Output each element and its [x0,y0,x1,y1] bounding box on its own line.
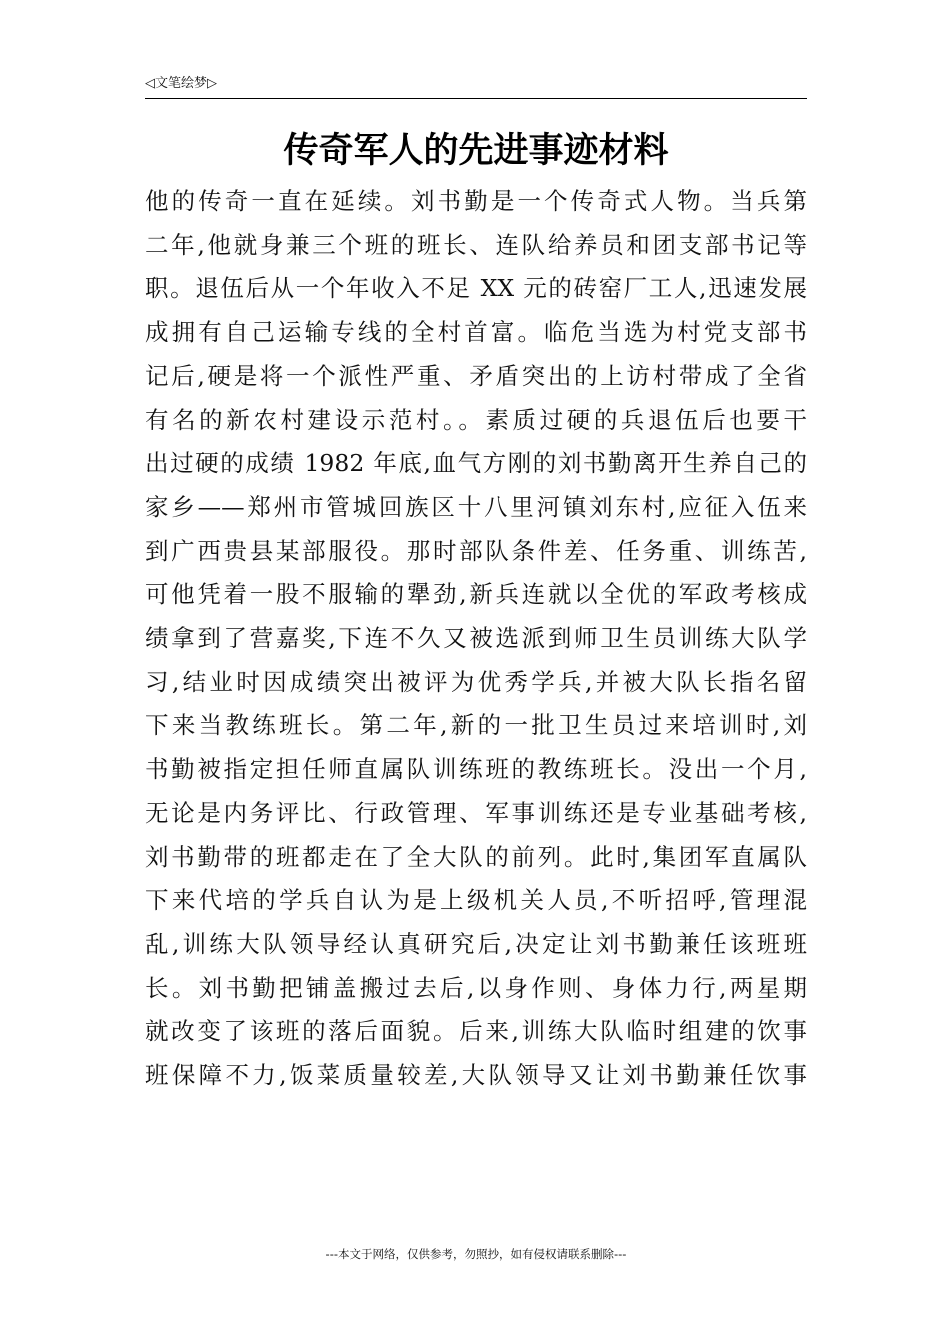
body-line: 他的传奇一直在延续。刘书勤是一个传奇式人物。当兵第 [145,187,807,215]
body-line: 无论是内务评比、行政管理、军事训练还是专业基础考核, [145,798,807,827]
body-line: 下来当教练班长。第二年,新的一批卫生员过来培训时,刘 [145,711,807,740]
header-label: ◁文笔绘梦▷ [145,76,217,91]
body-line: 到广西贵县某部服役。那时部队条件差、任务重、训练苦, [145,536,807,565]
body-line: 家乡——郑州市管城回族区十八里河镇刘东村,应征入伍来 [145,492,807,521]
body-line: 成拥有自己运输专线的全村首富。临危当选为村党支部书 [145,318,807,347]
page-header [145,74,807,99]
body-line: 班保障不力,饭菜质量较差,大队领导又让刘书勤兼任饮事 [145,1061,807,1090]
body-line: 出过硬的成绩 1982 年底,血气方刚的刘书勤离开生养自己的 [145,449,807,478]
document-body [145,180,807,1242]
document-title: 传奇军人的先进事迹材料 [283,131,669,171]
body-line: 刘书勤带的班都走在了全大队的前列。此时,集团军直属队 [145,842,807,871]
body-line: 有名的新农村建设示范村。。素质过硬的兵退伍后也要干 [145,405,807,434]
body-line: 就改变了该班的落后面貌。后来,训练大队临时组建的饮事 [145,1017,807,1046]
body-line: 绩拿到了营嘉奖,下连不久又被选派到师卫生员训练大队学 [145,624,807,653]
body-line: 下来代培的学兵自认为是上级机关人员,不听招呼,管理混 [145,886,807,915]
body-line: 书勤被指定担任师直属队训练班的教练班长。没出一个月, [145,755,807,784]
body-line: 可他凭着一股不服输的犟劲,新兵连就以全优的军政考核成 [145,580,807,609]
body-line: 二年,他就身兼三个班的班长、连队给养员和团支部书记等 [145,230,807,259]
body-line: 长。刘书勤把铺盖搬过去后,以身作则、身体力行,两星期 [145,973,807,1002]
body-line: 习,结业时因成绩突出被评为优秀学兵,并被大队长指名留 [145,667,807,696]
body-line: 记后,硬是将一个派性严重、矛盾突出的上访村带成了全省 [145,361,807,390]
body-line: 职。退伍后从一个年收入不足 XX 元的砖窑厂工人,迅速发展 [145,274,807,303]
body-line: 乱,训练大队领导经认真研究后,决定让刘书勤兼任该班班 [145,929,807,958]
page-footer: ---本文于网络，仅供参考，勿照抄，如有侵权请联系删除--- [325,1247,627,1261]
